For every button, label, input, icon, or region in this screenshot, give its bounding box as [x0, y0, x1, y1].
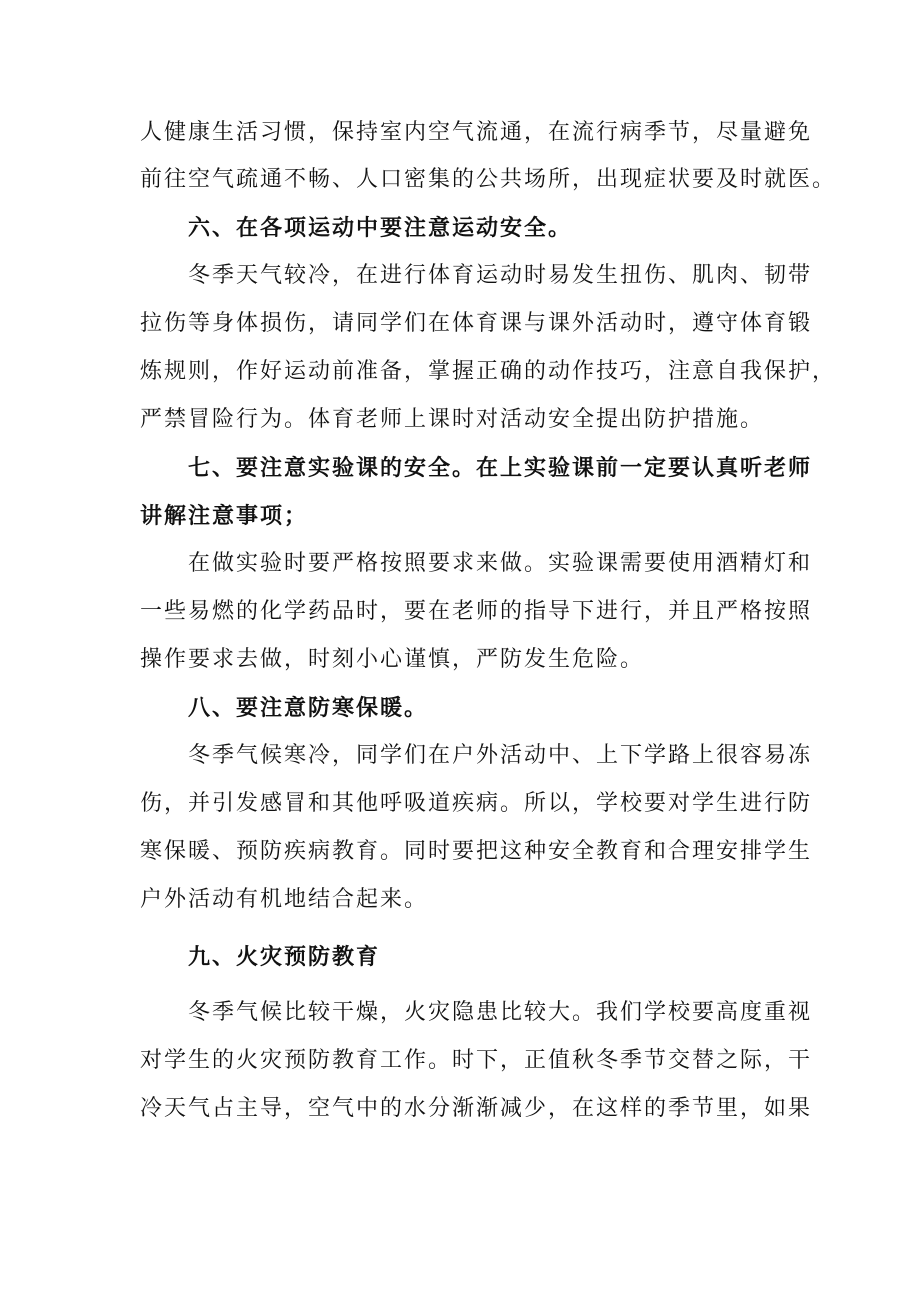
paragraph-line: 冬季气候寒冷，同学们在户外活动中、上下学路上很容易冻 — [188, 743, 813, 768]
section-heading-seven-cont: 讲解注意事项； — [140, 503, 309, 529]
paragraph-line: 一些易燃的化学药品时，要在老师的指导下进行，并且严格按照 — [140, 599, 813, 624]
paragraph-line: 冬季天气较冷，在进行体育运动时易发生扭伤、肌肉、韧带 — [188, 263, 813, 288]
section-heading-nine: 九、火灾预防教育 — [188, 944, 381, 970]
paragraph-line: 操作要求去做，时刻小心谨慎，严防发生危险。 — [140, 647, 645, 672]
paragraph-line: 寒保暖、预防疾病教育。同时要把这种安全教育和合理安排学生 — [140, 839, 813, 864]
paragraph-line: 伤，并引发感冒和其他呼吸道疾病。所以，学校要对学生进行防 — [140, 791, 813, 816]
paragraph-line: 严禁冒险行为。体育老师上课时对活动安全提出防护措施。 — [140, 407, 765, 432]
paragraph-line: 炼规则，作好运动前准备，掌握正确的动作技巧，注意自我保护， — [140, 359, 837, 384]
paragraph-line: 拉伤等身体损伤，请同学们在体育课与课外活动时，遵守体育锻 — [140, 311, 813, 336]
paragraph-line: 冷天气占主导，空气中的水分渐渐减少，在这样的季节里，如果 — [140, 1096, 813, 1121]
section-heading-six: 六、在各项运动中要注意运动安全。 — [188, 215, 573, 241]
section-heading-eight: 八、要注意防寒保暖。 — [188, 695, 429, 721]
section-heading-seven: 七、要注意实验课的安全。在上实验课前一定要认真听老师 — [188, 455, 813, 481]
paragraph-line: 在做实验时要严格按照要求来做。实验课需要使用酒精灯和 — [188, 551, 813, 576]
paragraph-line: 冬季气候比较干燥，火灾隐患比较大。我们学校要高度重视 — [188, 1000, 813, 1025]
paragraph-line: 户外活动有机地结合起来。 — [140, 887, 429, 912]
paragraph-line: 前往空气疏通不畅、人口密集的公共场所，出现症状要及时就医。 — [140, 167, 837, 192]
paragraph-line: 对学生的火灾预防教育工作。时下，正值秋冬季节交替之际，干 — [140, 1048, 813, 1073]
paragraph-line: 人健康生活习惯，保持室内空气流通，在流行病季节，尽量避免 — [140, 120, 813, 145]
